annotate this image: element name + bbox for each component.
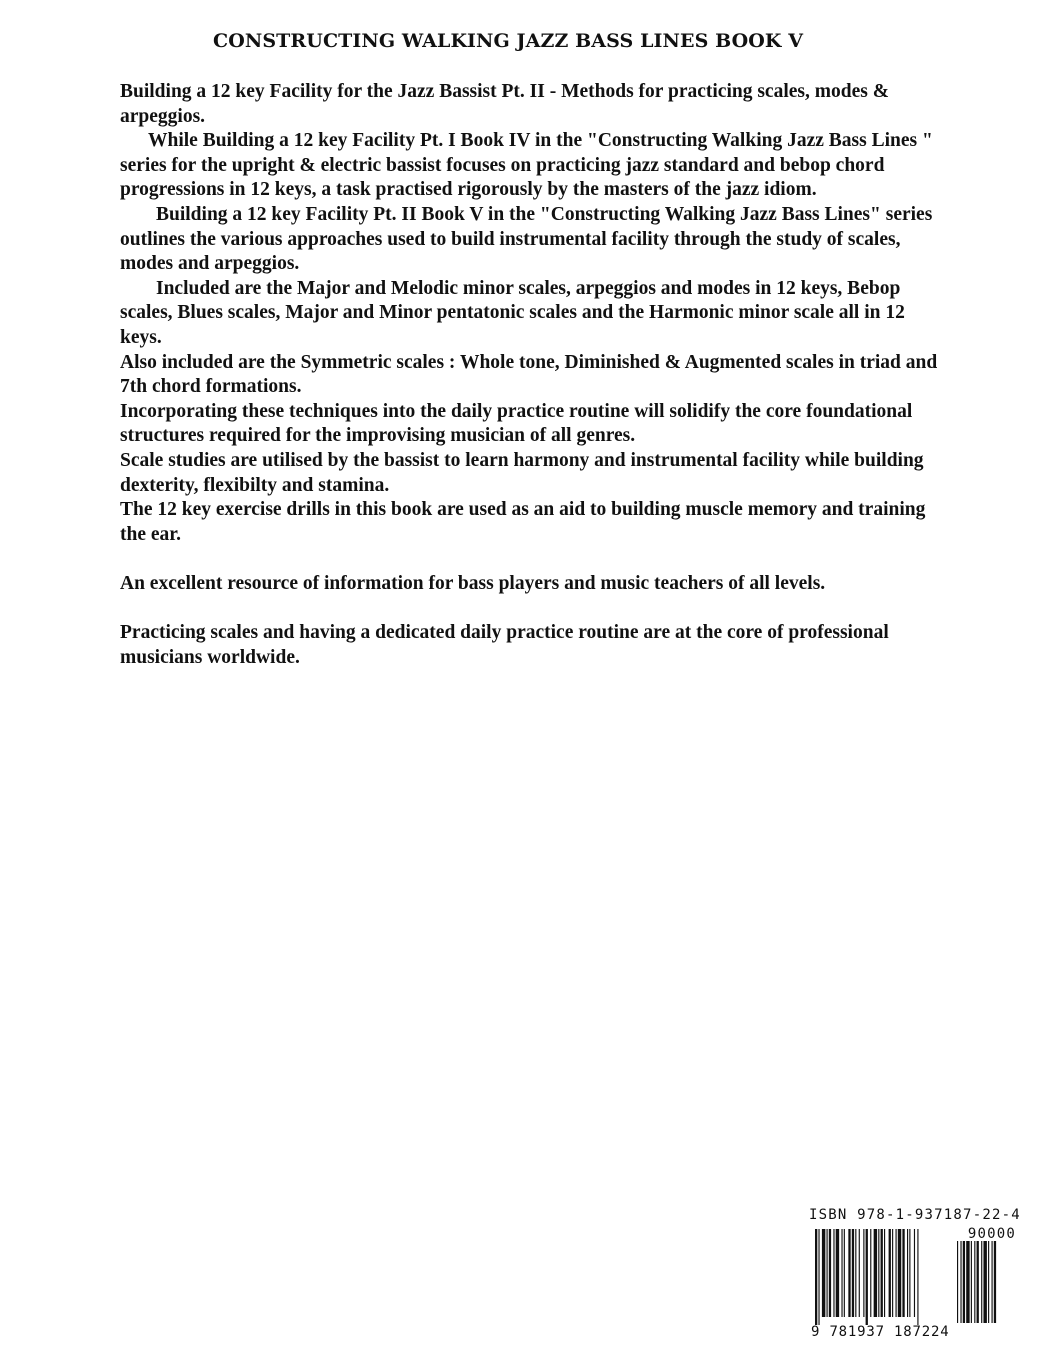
barcode-addon-number: 90000 <box>967 1226 1016 1242</box>
barcode-bar <box>841 1229 842 1317</box>
barcode-bar <box>852 1229 854 1317</box>
barcode-bar <box>898 1229 901 1317</box>
barcode-digits: 9 781937 187224 <box>811 1324 950 1340</box>
barcode-bar <box>829 1229 831 1317</box>
barcode-addon-bar <box>960 1241 961 1323</box>
paragraph-symmetric-scales: Also included are the Symmetric scales : Whole tone, Diminished & Augmented scales in triad and 7th chord formations. <box>120 351 938 398</box>
barcode-bar <box>859 1229 860 1317</box>
barcode-bar <box>896 1229 897 1317</box>
paragraph-book-iv: While Building a 12 key Facility Pt. I Book IV in the "Constructing Walking Jazz Bass Lines " series for the upright & electric bassist focuses on practicing jazz standard and bebop chord progressions in 12 keys, a task practised rigorously by the masters of the jazz idiom. <box>120 130 933 201</box>
barcode-bar <box>870 1229 871 1317</box>
barcode-bars <box>805 1227 1020 1327</box>
barcode-bar <box>902 1229 904 1317</box>
description-heading: Building a 12 key Facility for the Jazz Bassist Pt. II - Methods for practicing scales, modes & arpeggios. <box>120 81 889 127</box>
page-title: CONSTRUCTING WALKING JAZZ BASS LINES BOOK V <box>213 30 804 52</box>
barcode-addon-bar <box>974 1241 975 1323</box>
barcode-addon-bar <box>977 1241 979 1323</box>
barcode-addon-bar <box>971 1241 972 1323</box>
barcode-addon-bar <box>963 1241 965 1323</box>
barcode-bar <box>836 1229 839 1317</box>
barcode-bar <box>878 1229 879 1317</box>
barcode-addon-bar <box>966 1241 969 1323</box>
paragraph-exercise-drills: The 12 key exercise drills in this book are used as an aid to building muscle memory and training the ear. <box>120 499 926 545</box>
paragraph-incorporating: Incorporating these techniques into the daily practice routine will solidify the core foundational structures required for the improvising musician of all genres. <box>120 400 913 447</box>
barcode-bar <box>815 1229 817 1325</box>
isbn-barcode <box>805 1207 1020 1357</box>
paragraph-book-v: Building a 12 key Facility Pt. II Book V in the "Constructing Walking Jazz Bass Lines" series outlines the various approaches used to build instrumental facility through the study of scales, modes and arpeggios. <box>120 203 933 275</box>
paragraph-resource: An excellent resource of information for bass players and music teachers of all levels. <box>120 572 826 594</box>
barcode-bar <box>844 1229 845 1317</box>
barcode-addon-bar <box>983 1241 986 1323</box>
barcode-bar <box>881 1229 883 1317</box>
paragraph-included-scales: Included are the Major and Melodic minor scales, arpeggios and modes in 12 keys, Bebop scales, Blues scales, Major and Minor pentatonic scales and the Harmonic minor scale all in 12 keys. <box>120 277 905 348</box>
barcode-bar <box>892 1229 893 1317</box>
isbn-label: ISBN 978-1-937187-22-4 <box>809 1207 1021 1223</box>
barcode-addon-bar <box>957 1241 958 1323</box>
paragraph-scale-studies: Scale studies are utilised by the bassist to learn harmony and instrumental facility while building dexterity, flexibilty and stamina. <box>120 449 924 496</box>
barcode-addon-bar <box>981 1241 982 1323</box>
barcode-bar <box>914 1229 915 1317</box>
barcode-bar <box>855 1229 856 1317</box>
barcode-bar <box>822 1229 825 1317</box>
barcode-bar <box>917 1229 918 1325</box>
barcode-bar <box>907 1229 908 1317</box>
description-text <box>120 80 950 670</box>
barcode-bar <box>866 1229 868 1325</box>
barcode-bar <box>889 1229 891 1317</box>
barcode-bar <box>884 1229 885 1317</box>
barcode-bar <box>818 1229 819 1325</box>
barcode-bar <box>827 1229 828 1317</box>
barcode-bar <box>833 1229 834 1317</box>
barcode-bar <box>874 1229 877 1317</box>
barcode-bar <box>909 1229 910 1317</box>
barcode-addon-bar <box>992 1241 993 1323</box>
barcode-bar <box>863 1229 864 1317</box>
barcode-addon-bar <box>994 1241 996 1323</box>
barcode-bar <box>848 1229 850 1317</box>
paragraph-practice-routine: Practicing scales and having a dedicated daily practice routine are at the core of professional musicians worldwide. <box>120 622 889 668</box>
barcode-addon-bar <box>988 1241 989 1323</box>
